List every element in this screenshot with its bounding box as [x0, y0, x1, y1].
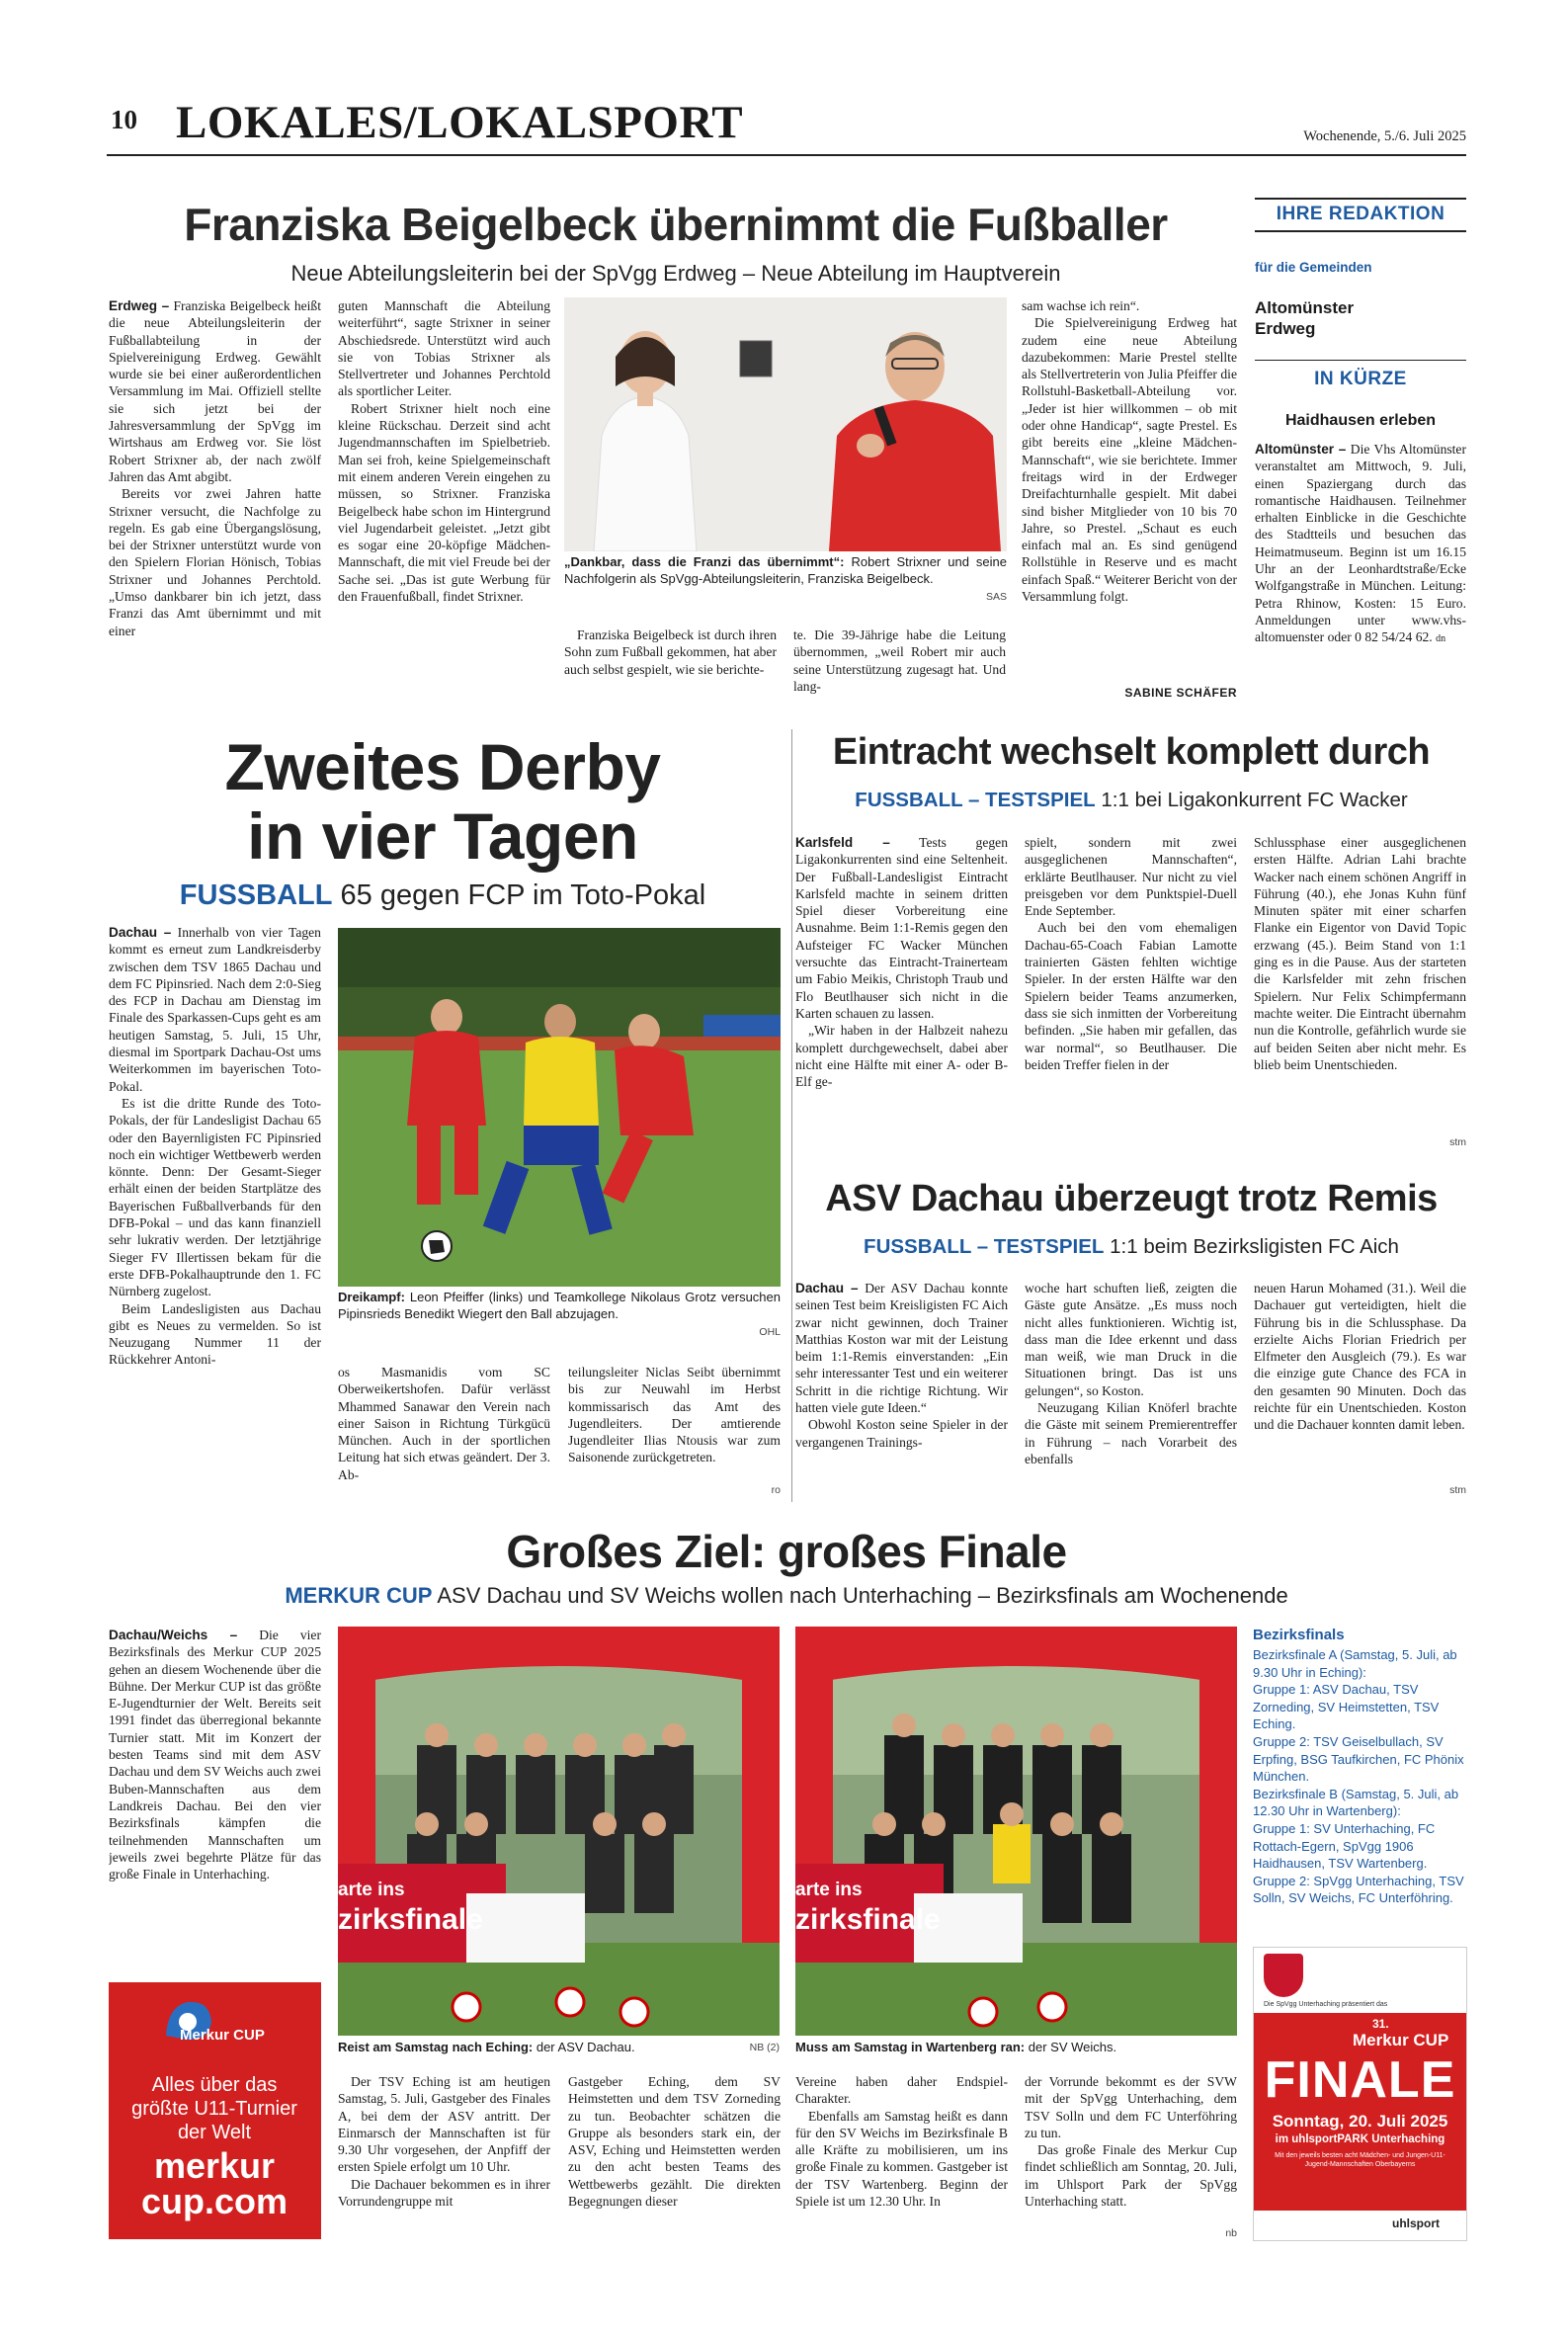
article4-col2: woche hart schuften ließ, zeigten die Gäste gute Ansätze. „Es muss noch nicht alles funktionieren. Wichtig ist, dass man die Idee erkennt und dass man weiß, wie man Druck in die Situationen bringt. Das ist uns gelungen“, so Koston. Neuzugang Kilian Knöferl brachte die Gäste mit seinem Premierentreffer in Führung – nach Vorarbeit des ebenfalls: [1025, 1281, 1237, 1466]
merkurcup-ad-right[interactable]: [1253, 1947, 1467, 2241]
article1-col3: Franziska Beigelbeck ist durch ihren Sohn zum Fußball gekommen, hat aber auch selbst gespielt, wie sie berichte-: [564, 627, 777, 677]
article1-col5: sam wachse ich rein“. Die Spielvereinigung Erdweg hat zudem eine neue Abteilung dazubekommen: Marie Prestel stellte als Stellvertreterin von Julia Pfeiffer die Rollstuhl-Basketball-Abteilung vor. „Jeder ist hier willkommen – ob mit oder ohne Handicap“, sagte Prestel. Es gibt bereits eine „kleine Mädchen-Mannschaft“, wie sie berichtete. Immer freitags wird in der Erdweger Dreifachturnhalle gespielt. Mit dabei sind bisher Mitglieder von 10 bis 70 Jahre, so Prestel. „Schaut es euch einfach mal an. Es sind genügend Rollstühle in Reserve und es macht einfach Spaß.“ Weiterer Bericht von der Versammlung folgt.: [1022, 298, 1237, 605]
article4-credit: stm: [1449, 1484, 1466, 1496]
article2-col2: os Masmanidis vom SC Oberweikertshofen. Dafür verlässt Mhammed Sanawar den Verein nach einer Saison in Richtung Türkgücü München. Auch in der sportlichen Leitung hat sich etwas geändert. Der 3. Ab-: [338, 1365, 550, 1482]
article5-photo1-caption: Reist am Samstag nach Eching: der ASV Dachau.: [338, 2040, 635, 2054]
sidebar-rule-top: [1255, 198, 1466, 200]
sidebar-gemeinde-2: Erdweg: [1255, 319, 1316, 338]
ad-left-url-2: cup.com: [140, 2181, 289, 2221]
vertical-divider: [791, 729, 792, 1502]
article4-headline: ASV Dachau überzeugt trotz Remis: [825, 1178, 1438, 1219]
article2-photo-caption: Dreikampf: Leon Pfeiffer (links) und Teamkollege Nikolaus Grotz versuchen Pipinsrieds Benedikt Wiegert den Ball abzujagen.: [338, 1290, 781, 1321]
sidebar-rule-mid: [1255, 230, 1466, 232]
masthead-rule: [107, 154, 1466, 156]
article5-credit: nb: [1225, 2227, 1237, 2239]
article1-col4: te. Die 39-Jährige habe die Leitung übernommen, „weil Robert mir auch seine Unterstützung zugesagt hat. Und lang-: [793, 627, 1006, 694]
issue-date: Wochenende, 5./6. Juli 2025: [1303, 128, 1466, 144]
ad-left-tagline: Alles über das größte U11-Turnier der Welt: [131, 2074, 297, 2143]
infobox-content: Bezirksfinale A (Samstag, 5. Juli, ab 9.30 Uhr in Eching): Gruppe 1: ASV Dachau, TSV Zorneding, SV Heimstetten, TSV Eching. Gruppe 2: TSV Geiselbullach, SV Erpfing, BSG Taufkirchen, FC Phönix München. Bezirksfinale B (Samstag, 5. Juli, ab 12.30 Uhr in Wartenberg): Gruppe 1: SV Unterhaching, FC Rottach-Egern, SpVgg 1906 Haidhausen, TSV Wartenberg. Gruppe 2: SpVgg Unterhaching, TSV Solln, SV Weichs, FC Unterföhring.: [1253, 1647, 1464, 1906]
sidebar-kurz-heading: IN KÜRZE: [1314, 369, 1407, 389]
merkurcup-ad-left[interactable]: [109, 1982, 321, 2239]
article2-col1: Dachau – Innerhalb von vier Tagen kommt es erneut zum Landkreisderby zwischen dem TSV 1865 Dachau und dem FC Pipinsried. Nach dem 2:0-Sieg des FCP in Dachau am Dienstag im Finale des Sparkassen-Cups geht es am heutigen Samstag, 5. Juli, 15 Uhr, diesmal im Sportpark Dachau-Ost ums Weiterkommen im bayerischen Toto-Pokal. Es ist die dritte Runde des Toto-Pokals, der für Landesligist Dachau 65 oder den Bayernligisten FC Pipinsried noch ein wichtiger Wettbewerb werden könnte. Denn: Der Gesamt-Sieger erhält einen der beiden Startplätze des Bayerischen Fußballverbands für den DFB-Pokal – und das kann finanziell sehr lukrativ werden. Der letztjährige Sieger FV Illertissen bekam für die erste DFB-Pokalhauptrunde den 1. FC Nürnberg zugelost. Beim Landesligisten aus Dachau gibt es Neues zu vermelden. So ist Neuzugang Nummer 11 der Rückkehrer Antoni-: [109, 925, 321, 1368]
article5-col4: Vereine haben daher Endspiel-Charakter. Ebenfalls am Samstag heißt es dann für den SV Weichs im Bezirksfinale B alle Kräfte zu mobilisieren, um ins große Finale zu kommen. Gastgeber ist der TSV Wartenberg. Beginn der Spiele ist um 12.30 Uhr. In: [795, 2074, 1008, 2210]
section-title: LOKALES/LOKALSPORT: [176, 97, 744, 148]
article1-col2: guten Mannschaft die Abteilung weiterführt“, sagte Strixner in seiner Abschiedsrede. Unterstützt wird auch sie von Tobias Strixner als Stellvertreter und Johannes Perchtold als sportlicher Leiter. Robert Strixner hielt noch eine kleine Rückschau. Derzeit sind acht Jugendmannschaften im Spielbetrieb. Man sei froh, keine Spielgemeinschaft mit einem anderen Verein eingehen zu müssen, so Strixner. Franziska Beigelbeck habe schon im Hintergrund viel Jugendarbeit geleistet. „Jetzt gibt es sogar eine 20-köpfige Mädchen-Mannschaft, die mit viel Freude bei der Sache sei. „Das ist gute Werbung für den Frauenfußball, findet Strixner.: [338, 298, 550, 605]
article2-headline-line1: Zweites Derby: [224, 730, 661, 803]
ad-left-url-1: merkur: [153, 2145, 276, 2186]
article5-photo1-credit: NB (2): [749, 2042, 780, 2053]
article1-subheadline: Neue Abteilungsleiterin bei der SpVgg Erdweg – Neue Abteilung im Hauptverein: [290, 261, 1061, 286]
banner-top-text-2: arte ins: [795, 1880, 863, 1900]
article2-subheadline: FUSSBALL 65 gegen FCP im Toto-Pokal: [179, 879, 706, 911]
sidebar-gemeinde-1: Altomünster: [1255, 298, 1355, 317]
sidebar-gemeinden-label: für die Gemeinden: [1255, 260, 1372, 275]
article1-photo: [564, 297, 1007, 551]
article3-col3: Schlussphase einer ausgeglichenen ersten Hälfte. Adrian Lahi brachte Wacker nach einem schönen Angriff in Führung (40.), ehe Jonas Kuhn fünf Minuten später mit einer scharfen Flanke ein Eigentor von David Topic erzwang (45.). Beim Stand von 1:1 ging es in die Pause. Aus der starteten die Karlsfelder mit zehn frischen Spielern. Nur Felix Schimpfermann machte weiter. Die Eintracht übernahm nun die Kontrolle, gefährlich wurde sie auf beiden Seiten aber nicht mehr. Es blieb beim Unentschieden.: [1254, 835, 1466, 1072]
ad-right-sponsor: uhlsport: [1392, 2216, 1440, 2230]
article2-col3: teilungsleiter Niclas Seibt übernimmt bis zur Neuwahl im Herbst kommissarisch das Amt des Jugendleiters. Der amtierende Jugendleiter Ilias Ntousis war zum Saisonende zurückgetreten.: [568, 1365, 781, 1465]
article1-author: SABINE SCHÄFER: [1124, 686, 1237, 700]
banner-top-text-1: arte ins: [338, 1880, 405, 1900]
article3-headline: Eintracht wechselt komplett durch: [832, 731, 1431, 773]
article5-col3: Gastgeber Eching, dem SV Heimstetten und dem TSV Zorneding zu tun. Beobachter schätzen die Gruppe als besonders stark ein, der ASV, Eching und Heimstetten werden zu den acht besten Teams des Wettbewerbs gezählt. Die direkten Begegnungen dieser: [568, 2074, 781, 2210]
article5-photo2-caption: Muss am Samstag in Wartenberg ran: der SV Weichs.: [795, 2040, 1117, 2054]
ad-left-logo-text: Merkur CUP: [180, 2027, 265, 2044]
article3-col2: spielt, sondern mit zwei ausgeglichenen Mannschaften“, erklärte Beutlhauser. Nur nicht zu viel preisgeben vor dem Punktspiel-Duell Ende September. Auch bei den vom ehemaligen Dachau-65-Coach Fabian Lamotte trainierten Gästen fehlten wichtige Spieler. In der ersten Hälfte war den Spielern beider Teams anzumerken, dass sie sich inmitten der Vorbereitung befinden. „Sie haben mir gefallen, das war normal“, so Beutlhauser. Die beiden Treffer fielen in der: [1025, 835, 1237, 1072]
article5-col1: Dachau/Weichs – Die vier Bezirksfinals des Merkur CUP 2025 gehen an diesem Wochenende über die Bühne. Der Merkur CUP ist das größte E-Jugendturnier der Welt. Bereits seit 1991 findet das überregional bekannte Turnier statt. Mit im Konzert der besten Teams sind mit dem ASV Dachau und dem SV Weichs auch zwei Buben-Mannschaften aus dem Landkreis Dachau. Bei den vier Bezirksfinals kämpfen die teilnehmenden Mannschaften um jeweils zwei begehrte Plätze für das große Finale in Unterhaching.: [109, 1628, 321, 1882]
article3-col1: Karlsfeld – Tests gegen Ligakonkurrenten sind eine Seltenheit. Der Fußball-Landesligist Eintracht Karlsfeld machte in seinem dritten Spiel dieser Vorbereitung eine Ausnahme. Beim 1:1-Remis gegen den Aufsteiger FC Wacker München versuchte das Eintracht-Trainerteam um Fabio Meikis, Christoph Traub und Flo Beutlhauser sich nicht in die Karten schauen zu lassen. „Wir haben in der Halbzeit nahezu komplett durchgewechselt, dabei aber nicht eine Hälfte mit einer A- oder B-Elf ge-: [795, 835, 1008, 1090]
article5-subheadline: MERKUR CUP ASV Dachau und SV Weichs wollen nach Unterhaching – Bezirksfinals am Wochenende: [285, 1583, 1288, 1608]
page-number: 10: [111, 105, 137, 134]
article4-col1: Dachau – Der ASV Dachau konnte seinen Test beim Kreisligisten FC Aich zwar nicht gewinnen, doch Trainer Matthias Koston war mit der Leistung beim 1:1-Remis einverstanden: „Ein sehr interessanter Test und ein weiterer Schritt in die richtige Richtung. Wir hatten viele gute Ideen.“ Obwohl Koston seine Spieler in der vergangenen Trainings-: [795, 1281, 1008, 1450]
article5-photo-asv: [338, 1627, 780, 2036]
ad-right-small: Mit den jeweils besten acht Mädchen- und Jungen-U11-Jugend-Mannschaften Oberbayerns: [1275, 2152, 1445, 2168]
ad-right-edition: 31.: [1372, 2017, 1389, 2031]
infobox-title: Bezirksfinals: [1253, 1627, 1345, 1643]
banner-text-1: zirksfinale: [338, 1903, 483, 1936]
article5-col2: Der TSV Eching ist am heutigen Samstag, 5. Juli, Gastgeber des Finales A, bei dem der ASV antritt. Der Einmarsch der Mannschaften ist für 9.30 Uhr vorgesehen, der Anpfiff der ersten Spiele erfolgt um 10 Uhr. Die Dachauer bekommen es in ihrer Vorrundengruppe mit: [338, 2074, 550, 2210]
article2-credit: ro: [771, 1484, 781, 1496]
ad-right-finale: FINALE: [1264, 2051, 1456, 2109]
article2-photo: [338, 928, 781, 1287]
article2-headline-line2: in vier Tagen: [247, 799, 638, 873]
article5-photo-weichs: [795, 1627, 1237, 2036]
sidebar-kurz-text: Altomünster – Die Vhs Altomünster veranstaltet am Mittwoch, 9. Juli, einen Spaziergang durch das romantische Haidhausen. Teilnehmer erhalten Einblicke in die Geschichte des Stadtteils und besuchen das Heimatmuseum. Beginn ist um 16.15 Uhr an der Leonhardtstraße/Ecke Wolfgangstraße in München. Leitung: Petra Rhinow, Kosten: 15 Euro. Anmeldungen unter www.vhs-altomuenster oder 0 82 54/24 62. dn: [1255, 442, 1466, 645]
article4-subheadline: FUSSBALL – TESTSPIEL 1:1 beim Bezirksligisten FC Aich: [864, 1235, 1399, 1258]
ad-right-venue: im uhlsportPARK Unterhaching: [1275, 2133, 1445, 2145]
article1-headline: Franziska Beigelbeck übernimmt die Fußballer: [184, 199, 1168, 250]
article5-headline: Großes Ziel: großes Finale: [506, 1526, 1067, 1577]
article1-photo-credit: SAS: [985, 591, 1007, 603]
ad-right-brand: Merkur CUP: [1353, 2031, 1449, 2049]
article4-col3: neuen Harun Mohamed (31.). Weil die Dachauer gut verteidigten, hielt die Führung bis in die Schlussphase. Da erzielte Aichs Florian Friedrich per Elfmeter den Ausgleich (79.). Es war die einzige gute Chance des FCA in den gesamten 90 Minuten. Doch das reichte für ein Unentschieden. Koston und die Dachauer konnten damit leben.: [1254, 1281, 1466, 1433]
article3-credit: stm: [1449, 1136, 1466, 1148]
article1-photo-caption: „Dankbar, dass die Franzi das übernimmt“: Robert Strixner und seine Nachfolgerin als SpVgg-Abteilungsleiterin, Franziska Beigelbeck.: [564, 554, 1007, 586]
banner-text-2: zirksfinale: [795, 1903, 941, 1936]
ad-right-header: Die SpVgg Unterhaching präsentiert das: [1264, 2001, 1388, 2008]
article1-col1: Erdweg – Franziska Beigelbeck heißt die neue Abteilungsleiterin der Fußballabteilung in der Spielvereinigung Erdweg. Gewählt wurde sie bei einer außerordentlichen Versammlung im Mai. Offiziell stellte sie sich jetzt bei der Jahresversammlung der SpVgg im Wirtshaus am Erdweg vor. Sie löst Robert Strixner ab, der nach zwölf Jahren das Amt abgibt. Bereits vor zwei Jahren hatte Strixner versucht, die Nachfolge zu regeln. Es gab eine Übergangslösung, bei der Strixner unterstützt wurde von den Spielern Florian Hönisch, Tobias Strixner und Johannes Perchtold. „Umso dankbarer bin ich jetzt, dass Franzi das Amt übernimmt und mit einer: [109, 298, 321, 638]
ad-right-date: Sonntag, 20. Juli 2025: [1272, 2112, 1448, 2131]
sidebar-kurz-title: Haidhausen erleben: [1284, 412, 1437, 429]
ad-right-crest-icon: [1264, 1954, 1303, 1997]
article3-subheadline: FUSSBALL – TESTSPIEL 1:1 bei Ligakonkurrent FC Wacker: [855, 789, 1408, 811]
sidebar-kurz-rule: [1255, 360, 1466, 361]
sidebar-redaktion-heading: IHRE REDAKTION: [1276, 204, 1445, 224]
article5-col5: der Vorrunde bekommt es der SVW mit der SpVgg Unterhaching, dem TSV Solln und dem FC Unterföhring zu tun. Das große Finale des Merkur Cup findet schließlich am Sonntag, 20. Juli, im Uhlsport Park der SpVgg Unterhaching statt.: [1025, 2074, 1237, 2210]
article2-photo-credit: OHL: [759, 1326, 781, 1338]
